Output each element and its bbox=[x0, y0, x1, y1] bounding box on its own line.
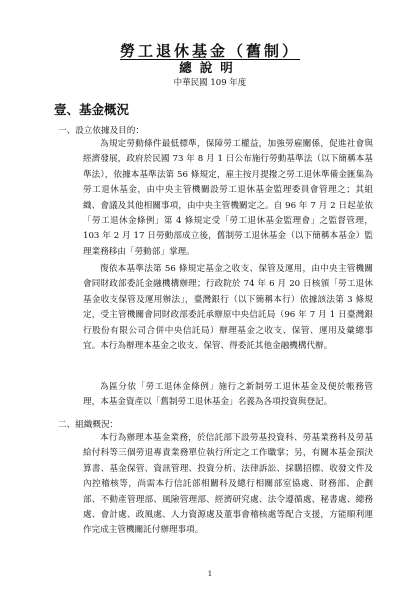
paragraph-basis-1: 為規定勞動條件最低標準，保障勞工權益，加強勞雇關係，促進社會與經濟發展，政府於民國 73 年 8 月 1 日公布施行勞動基準法（以下簡稱本基準法），依據本基準法第 56 條規定，雇主按月提撥之勞工退休準備金匯集為勞工退休基金，由中央主管機關設勞工退休基金監理委員會管理之；其組織、會議及其他相關事項，由中央主管機關定之。自 96 年 7 月 2 日起並依「勞工退休金條例」第 4 條規定受「勞工退休基金監理會」之監督管理，103 年 2 月 17 日勞動部成立後，舊制勞工退休基金（以下簡稱本基金）監理業務移由「勞動部」掌理。 bbox=[83, 139, 373, 257]
document-date: 中華民國 109 年度 bbox=[173, 78, 247, 88]
section-heading-fund-overview: 壹、基金概況 bbox=[54, 102, 130, 117]
subsection-heading-basis: 一、設立依據及目的： bbox=[58, 126, 144, 136]
paragraph-basis-3: 為區分依「勞工退休金條例」施行之新制勞工退休基金及便於帳務管理，本基金資產以「舊制勞工退休基金」名義為各項投資與登記。 bbox=[83, 382, 373, 408]
paragraph-basis-2: 復依本基準法第 56 條規定基金之收支、保管及運用，由中央主管機關會同財政部委託金融機構辦理；行政院於 74 年 6 月 20 日核頒「勞工退休基金收支保管及運用辦法」，臺灣銀行（以下簡稱本行）依據該法第 3 條規定，受主管機關會同財政部委託承辦原中央信託局（96 年 7 月 1 日臺灣銀行股份有限公司合併中央信託局）辦理基金之收支、保管、運用及彙總事宜。本行為辦理本基金之收支、保管、得委託其他金融機構代辦。 bbox=[83, 264, 373, 352]
document-subtitle: 總說明 bbox=[179, 60, 241, 75]
document-title: 勞工退休基金（舊制） bbox=[119, 42, 300, 60]
paragraph-organization-1: 本行為辦理本基金業務，於信託部下設勞基投資科、勞基業務科及勞基給付科等三個勞退專責業務單位執行所定之工作職掌；另，有關本基金預決算書、基金保管、資訊管理、投資分析、法律訴訟、採購招標、收發文件及內控稽核等，尚需本行信託部相關科及總行相關部室協處、財務部、企劃部、不動產管理部、風險管理部、經濟研究處、法令遵循處、秘書處、總務處、會計處、政風處、人力資源處及董事會稽核處等配合支援，方能順利運作完成主管機關託付辦理事項。 bbox=[83, 433, 373, 536]
page-number: 1 bbox=[207, 570, 213, 578]
subsection-heading-organization: 二、組織概況： bbox=[58, 420, 119, 430]
